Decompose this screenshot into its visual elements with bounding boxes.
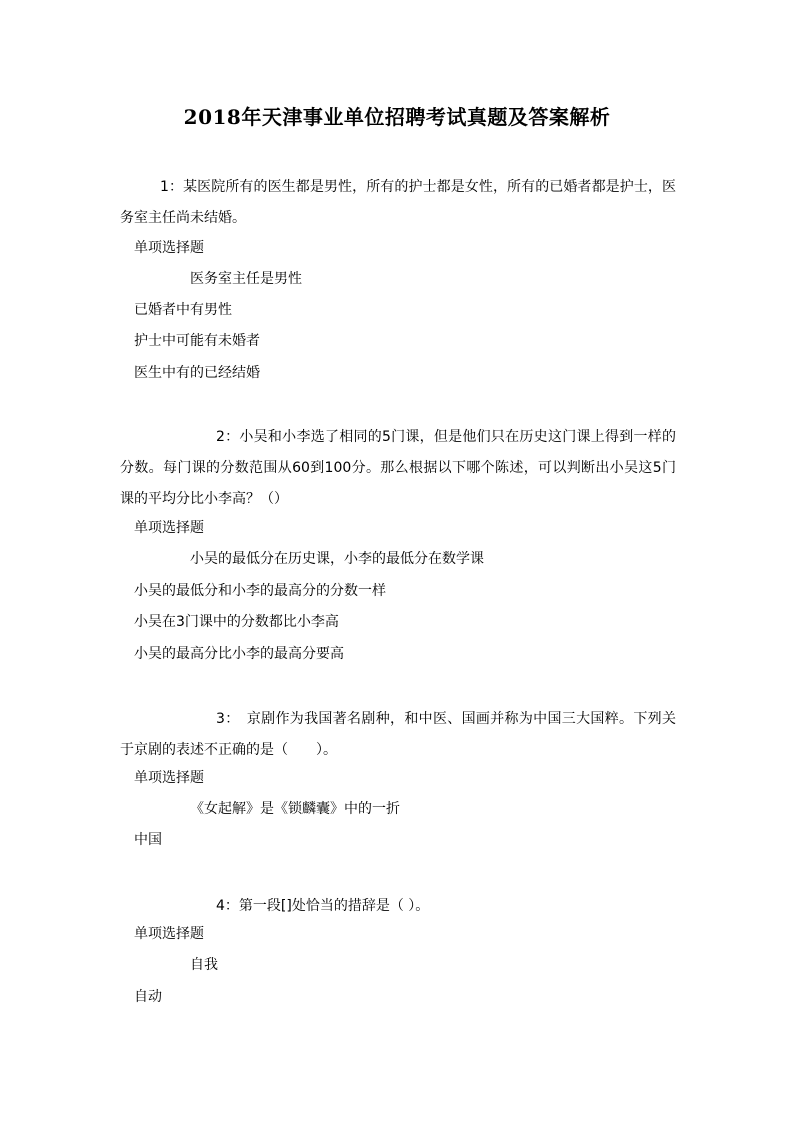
question-4-stem-text: 4：第一段[]处恰当的措辞是（ ）。 (216, 898, 430, 914)
question-1-stem (120, 172, 676, 234)
question-4-option-b: 自动 (134, 989, 162, 1005)
question-2-option-c: 小吴在3门课中的分数都比小李高 (134, 614, 339, 630)
question-4-type: 单项选择题 (134, 926, 204, 942)
question-4-stem (120, 891, 676, 922)
question-2-stem (120, 422, 676, 515)
question-3-option-a: 《女起解》是《锁麟囊》中的一折 (190, 801, 400, 817)
question-3-option-b: 中国 (134, 832, 162, 848)
question-2-stem-text: 2：小吴和小李选了相同的5门课，但是他们只在历史这门课上得到一样的分数。每门课的分数范围从60到100分。那么根据以下哪个陈述，可以判断出小吴这5门课的平均分比小李高？（） (120, 429, 676, 507)
question-2-type: 单项选择题 (134, 520, 204, 536)
question-2-option-b: 小吴的最低分和小李的最高分的分数一样 (134, 583, 386, 599)
question-1-option-d: 医生中有的已经结婚 (134, 365, 260, 381)
question-1-type: 单项选择题 (134, 240, 204, 256)
question-1-option-b: 已婚者中有男性 (134, 302, 232, 318)
question-1-option-c: 护士中可能有未婚者 (134, 333, 260, 349)
question-4-option-a: 自我 (190, 957, 218, 973)
page-title: 2018年天津事业单位招聘考试真题及答案解析 (183, 105, 611, 129)
question-3-stem-text: 3： 京剧作为我国著名剧种，和中医、国画并称为中国三大国粹。下列关于京剧的表述不正确的是（ ）。 (120, 711, 676, 758)
question-3-type: 单项选择题 (134, 770, 204, 786)
question-1-option-a: 医务室主任是男性 (190, 271, 302, 287)
question-1-stem-text: 1：某医院所有的医生都是男性，所有的护士都是女性，所有的已婚者都是护士，医务室主任尚未结婚。 (120, 179, 676, 226)
question-2-option-d: 小吴的最高分比小李的最高分要高 (134, 646, 344, 662)
question-3-stem (120, 704, 676, 766)
question-2-option-a: 小吴的最低分在历史课，小李的最低分在数学课 (190, 551, 484, 567)
